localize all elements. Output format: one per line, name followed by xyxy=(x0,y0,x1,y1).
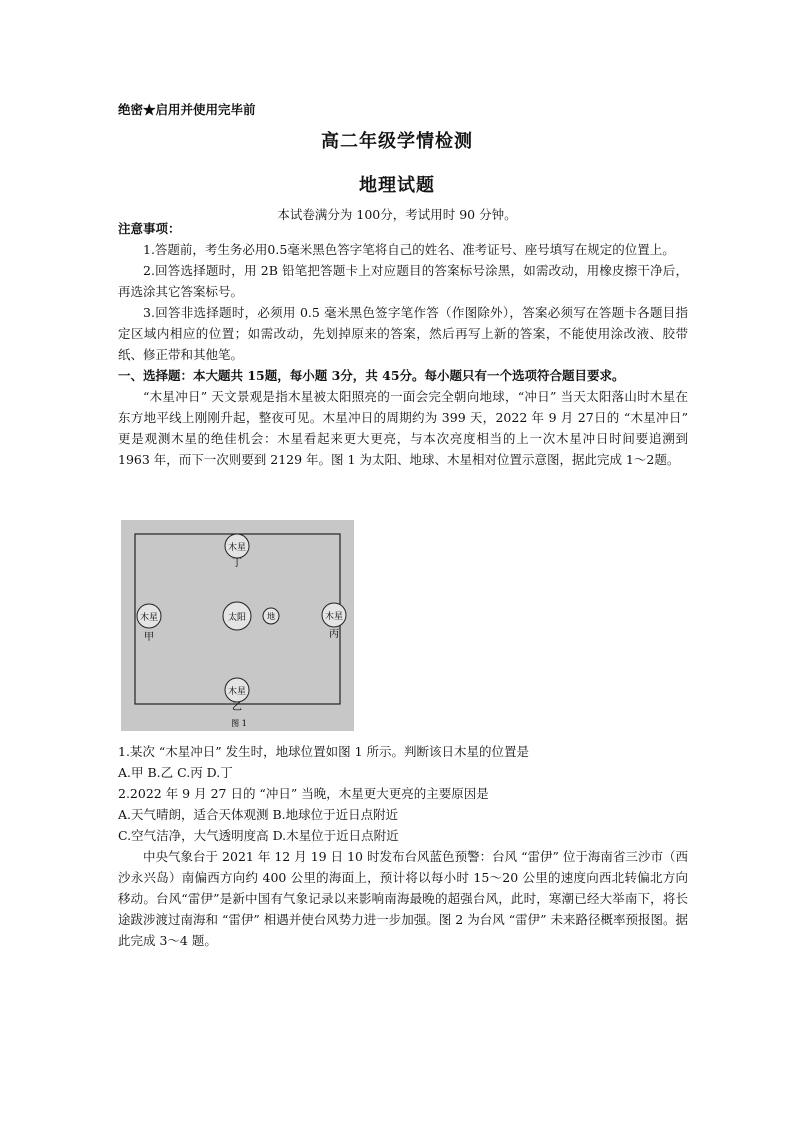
passage-1: “木星冲日” 天文景观是指木星被太阳照亮的一面会完全朝向地球，“冲日” 当天太阳落山时木星在东方地平线上刚刚升起，整夜可见。木星冲日的周期约为 399 天，2022 年 9 月 27日的 “木星冲日” 更是观测木星的绝佳机会：木星看起来更大更亮，与本次亮度相当的上一次木星冲日时间要追溯到 1963 年，而下一次则要到 2129 年。图 1 为太阳、地球、木星相对位置示意图，据此完成 1～2题。 xyxy=(118,389,688,467)
notice-item-2: 2.回答选择题时，用 2B 铅笔把答题卡上对应题目的答案标号涂黑，如需改动，用橡皮擦干净后，再选涂其它答案标号。 xyxy=(118,263,688,299)
sun-label: 太阳 xyxy=(227,613,247,623)
position-ding: 丁 xyxy=(232,558,242,569)
section1-heading: 一、选择题：本大题共 15题，每小题 3分，共 45分。每小题只有一个选项符合题目要求。 xyxy=(118,368,625,383)
notice-item-3: 3.回答非选择题时，必须用 0.5 毫米黑色签字笔作答（作图除外），答案必须写在答题卡各题目指定区域内相应的位置；如需改动，先划掉原来的答案，然后再写上新的答案，不能使用涂改液、胶带纸、修正带和其他笔。 xyxy=(118,305,688,362)
notice-section xyxy=(118,218,688,470)
jupiter-label-right: 木星 xyxy=(324,612,344,622)
figure-1-caption: 图 1 xyxy=(231,719,247,728)
passage-2: 中央气象台于 2021 年 12 月 19 日 10 时发布台风蓝色预警：台风 “雷伊” 位于海南省三沙市（西沙永兴岛）南偏西方向约 400 公里的海面上，预计将以每小时 15～20 公里的速度向西北转偏北方向移动。台风“雷伊”是新中国有气象记录以来影响南海最晚的超强台风，此时，寒潮已经大举南下，将长途跋涉渡过南海和 “雷伊” 相遇并使台风势力进一步加强。图 2 为台风 “雷伊” 未来路径概率预报图。据此完成 3～4 题。 xyxy=(118,849,688,948)
jupiter-label-bottom: 木星 xyxy=(227,687,247,697)
figure-1-diagram xyxy=(121,520,354,731)
question-1-stem: 1.某次 “木星冲日” 发生时，地球位置如图 1 所示。判断该日木星的位置是 xyxy=(118,744,530,759)
questions-section xyxy=(118,741,688,951)
exam-info: 本试卷满分为 100分，考试用时 90 分钟。 xyxy=(277,207,517,222)
question-1-options: A.甲 B.乙 C.丙 D.丁 xyxy=(118,765,233,780)
notice-heading: 注意事项： xyxy=(118,221,181,236)
confidential-mark: 绝密★启用并使用完毕前 xyxy=(118,102,256,117)
question-2-options-c-d: C.空气洁净，大气透明度高 D.木星位于近日点附近 xyxy=(118,828,399,843)
question-2-options-a-b: A.天气晴朗，适合天体观测 B.地球位于近日点附近 xyxy=(118,807,399,822)
question-2-stem: 2.2022 年 9 月 27 日的 “冲日” 当晚，木星更大更亮的主要原因是 xyxy=(118,786,489,801)
jupiter-label-left: 木星 xyxy=(139,613,159,623)
earth-label: 地 xyxy=(267,612,275,621)
jupiter-label-top: 木星 xyxy=(227,543,247,553)
position-jia: 甲 xyxy=(144,632,154,643)
exam-title: 高二年级学情检测 xyxy=(321,131,473,152)
position-bing: 丙 xyxy=(329,629,339,640)
notice-item-1: 1.答题前，考生务必用0.5毫米黑色答字笔将自己的姓名、准考证号、座号填写在规定的位置上。 xyxy=(143,242,675,257)
subject-title: 地理试题 xyxy=(359,175,435,196)
position-yi: 乙 xyxy=(232,702,242,713)
